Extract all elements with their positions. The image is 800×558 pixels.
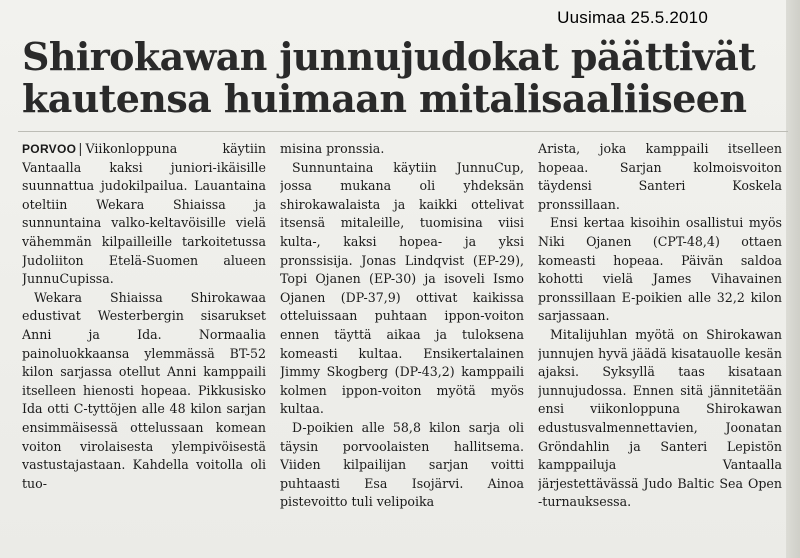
source-stamp: Uusimaa 25.5.2010: [557, 8, 708, 27]
paragraph: [22, 140, 266, 289]
article-column-1: [22, 140, 266, 550]
article-body: [22, 140, 782, 550]
paragraph: Ensi kertaa kisoihin osallistui myös Niki Ojanen (CPT-48,4) ottaen komeasti hopeaa. Päivän saldoa kohotti vielä James Vihavainen pronssillaan E-poikien alle 32,2 kilon sarjassaan.: [538, 215, 782, 324]
headline-rule: [18, 131, 788, 132]
paragraph: misina pronssia.: [280, 141, 385, 156]
paragraph: D-poikien alle 58,8 kilon sarja oli täysin porvoolaisten hallitsema. Viiden kilpailijan sarjan voitti puhtaasti Esa Isojärvi. Ainoa pistevoitto tuli velipoika: [280, 419, 524, 510]
headline-line-1: Shirokawan junnujudokat päättivät: [22, 34, 756, 79]
dateline: PORVOO: [22, 142, 77, 156]
paragraph: Sunnuntaina käytiin JunnuCup, jossa mukana oli yhdeksän shirokawalaista ja kaikki ottelivat itsensä mitaleille, tuomisina viisi kulta-, kaksi hopea- ja yksi pronssisija. Jonas Lindqvist (EP-29), Topi Ojanen (EP-30) ja isoveli Ismo Ojanen (DP-37,9) ottivat kaikissa otteluissaan puhtaan ippon-voiton ennen täyttä aikaa ja tuloksena komeasti kultaa. Ensikertalainen Jimmy Skogberg (DP-43,2) kamppaili kolmen ippon-voiton myötä myös kultaa.: [280, 159, 524, 417]
article-column-2: [280, 140, 524, 550]
article-column-3: [538, 140, 782, 550]
dateline-separator: |: [78, 141, 83, 156]
paragraph: Mitalijuhlan myötä on Shirokawan junnujen hyvä jäädä kisatauolle kesän ajaksi. Syksyllä taas kisataan junnujudossa. Ennen sitä jännitetään ensi viikonloppuna Shirokawan edustusvalmennettavien, Joonatan Gröndahlin ja Santeri Lepistön kamppailuja Vantaalla järjestettävässä Judo Baltic Sea Open -turnauksessa.: [538, 326, 782, 510]
paragraph-text: Viikonloppuna käytiin Vantaalla kaksi juniori-ikäisille suunnattua judokilpailua. Lauantaina oteltiin Wekara Shiaissa ja sunnuntaina valko-keltavöisille vielä vähemmän kilpailleille tarkoitetussa Judoliiton Etelä-Suomen alueen JunnuCupissa.: [22, 141, 266, 287]
page-edge: [786, 0, 800, 558]
paragraph: Arista, joka kamppaili itselleen hopeaa. Sarjan kolmoisvoiton täydensi Santeri Koskela pronssillaan.: [538, 141, 782, 212]
headline-line-2: kautensa huimaan mitalisaaliiseen: [22, 76, 747, 121]
paragraph: Wekara Shiaissa Shirokawaa edustivat Westerbergin sisarukset Anni ja Ida. Normaalia painoluokkaansa ylemmässä BT-52 kilon sarjassa otellut Anni kamppaili itselleen hienosti hopeaa. Pikkusisko Ida otti C-tyttöjen alle 48 kilon sarjan ensimmäisessä ottelussaan komean voiton virolaisesta ylempivöisestä vastustajastaan. Kahdella voitolla oli tuo-: [22, 289, 266, 491]
headline: [22, 36, 782, 120]
